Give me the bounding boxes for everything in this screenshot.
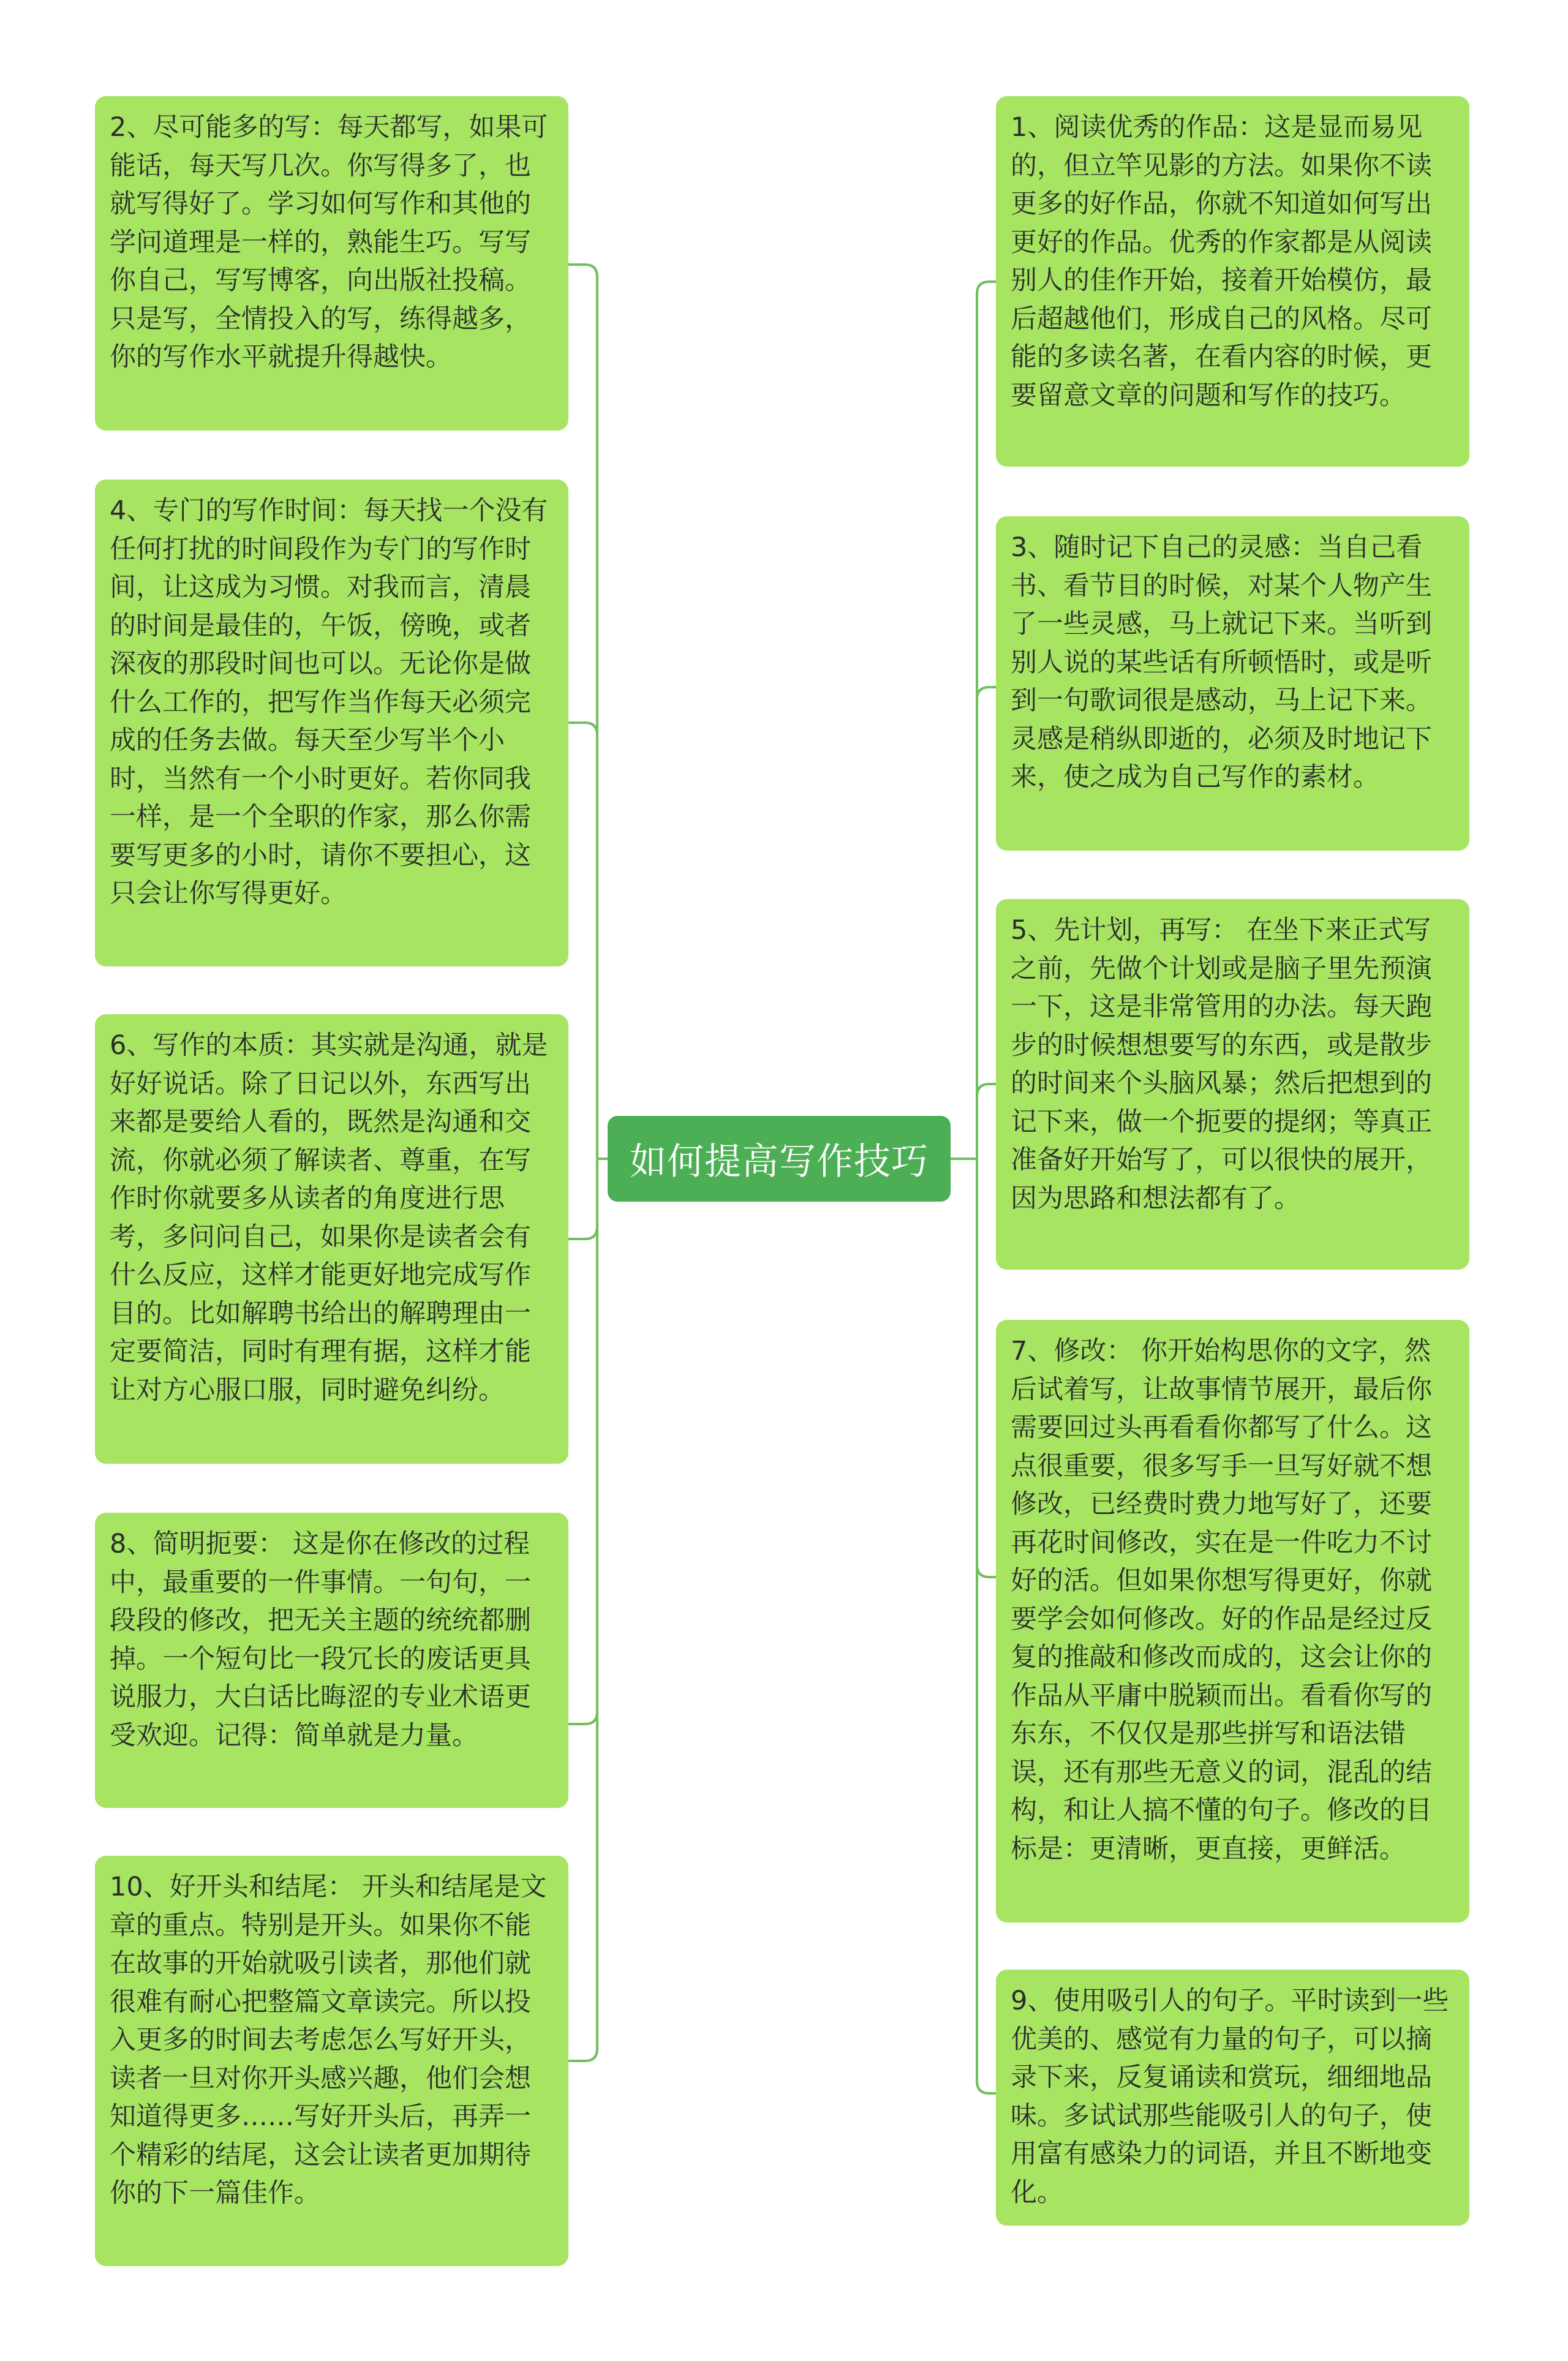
topic-text: 2、尽可能多的写：每天都写，如果可能话，每天写几次。你写得多了，也就写得好了。学习如何写作和其他的学问道理是一样的，熟能生巧。写写你自己，写写博客，向出版社投稿。只是写，全情投入的写，练得越多，你的写作水平就提升得越快。 bbox=[110, 112, 548, 372]
topic-text: 7、修改： 你开始构思你的文字，然后试着写，让故事情节展开，最后你需要回过头再看看你都写了什么。这点很重要，很多写手一旦写好就不想修改，已经费时费力地写好了，还要再花时间修改，实在是一件吃力不讨好的活。但如果你想写得更好，你就要学会如何修改。好的作品是经过反复的推敲和修改而成的，这会让你的作品从平庸中脱颖而出。看看你写的东东，不仅仅是那些拼写和语法错误，还有那些无意义的词，混乱的结构，和让人搞不懂的句子。修改的目标是：更清晰，更直接，更鲜活。 bbox=[1011, 1336, 1432, 1864]
central-topic-title: 如何提高写作技巧 bbox=[630, 1140, 929, 1183]
topic-node-10[interactable] bbox=[95, 1856, 568, 2266]
connector-right-9 bbox=[977, 1159, 996, 2093]
topic-node-7[interactable] bbox=[996, 1320, 1469, 1922]
topic-node-3[interactable] bbox=[996, 516, 1469, 851]
topic-text: 6、写作的本质：其实就是沟通，就是好好说话。除了日记以外，东西写出来都是要给人看的，既然是沟通和交流，你就必须了解读者、尊重，在写作时你就要多从读者的角度进行思考，多问问自己，如果你是读者会有什么反应，这样才能更好地完成写作目的。比如解聘书给出的解聘理由一定要简洁，同时有理有据，这样才能让对方心服口服，同时避免纠纷。 bbox=[110, 1030, 548, 1406]
connector-left-2 bbox=[568, 265, 597, 1159]
connector-right-1 bbox=[977, 282, 996, 1159]
connector-left-4 bbox=[568, 723, 597, 1159]
connector-left-6 bbox=[568, 1159, 597, 1239]
topic-text: 5、先计划，再写： 在坐下来正式写之前，先做个计划或是脑子里先预演一下，这是非常管用的办法。每天跑步的时候想想要写的东西，或是散步的时间来个头脑风暴；然后把想到的记下来，做一个扼要的提纲；等真正准备好开始写了，可以很快的展开，因为思路和想法都有了。 bbox=[1011, 915, 1432, 1214]
topic-text: 3、随时记下自己的灵感：当自己看书、看节目的时候，对某个人物产生了一些灵感，马上就记下来。当听到别人说的某些话有所顿悟时，或是听到一句歌词很是感动，马上记下来。灵感是稍纵即逝的，必须及时地记下来，使之成为自己写作的素材。 bbox=[1011, 532, 1432, 793]
topic-text: 8、简明扼要： 这是你在修改的过程中，最重要的一件事情。一句句，一段段的修改，把无关主题的统统都删掉。一个短句比一段冗长的废话更具说服力，大白话比晦涩的专业术语更受欢迎。记得：简单就是力量。 bbox=[110, 1529, 531, 1751]
connector-left-8 bbox=[568, 1159, 597, 1724]
topic-text: 4、专门的写作时间：每天找一个没有任何打扰的时间段作为专门的写作时间，让这成为习惯。对我而言，清晨的时间是最佳的，午饭，傍晚，或者深夜的那段时间也可以。无论你是做什么工作的，把写作当作每天必须完成的任务去做。每天至少写半个小时，当然有一个小时更好。若你同我一样，是一个全职的作家，那么你需要写更多的小时，请你不要担心，这只会让你写得更好。 bbox=[110, 495, 548, 909]
topic-node-6[interactable] bbox=[95, 1014, 568, 1464]
connector-left-10 bbox=[568, 1159, 597, 2061]
topic-node-5[interactable] bbox=[996, 899, 1469, 1270]
topic-text: 10、好开头和结尾： 开头和结尾是文章的重点。特别是开头。如果你不能在故事的开始就吸引读者，那他们就很难有耐心把整篇文章读完。所以投入更多的时间去考虑怎么写好开头，读者一旦对你开头感兴趣，他们会想知道得更多……写好开头后，再弄一个精彩的结尾，这会让读者更加期待你的下一篇佳作。 bbox=[110, 1872, 547, 2208]
topic-node-1[interactable] bbox=[996, 96, 1469, 467]
topic-node-9[interactable] bbox=[996, 1970, 1469, 2226]
connector-right-7 bbox=[977, 1159, 996, 1577]
topic-text: 1、阅读优秀的作品：这是显而易见的，但立竿见影的方法。如果你不读更多的好作品，你就不知道如何写出更好的作品。优秀的作家都是从阅读别人的佳作开始，接着开始模仿，最后超越他们，形成自己的风格。尽可能的多读名著，在看内容的时候，更要留意文章的问题和写作的技巧。 bbox=[1011, 112, 1432, 411]
topic-node-4[interactable] bbox=[95, 480, 568, 966]
topic-node-2[interactable] bbox=[95, 96, 568, 431]
central-topic[interactable] bbox=[608, 1116, 951, 1202]
topic-node-8[interactable] bbox=[95, 1513, 568, 1808]
connector-right-5 bbox=[977, 1084, 996, 1159]
topic-text: 9、使用吸引人的句子。平时读到一些优美的、感觉有力量的句子，可以摘录下来，反复诵读和赏玩，细细地品味。多试试那些能吸引人的句子，使用富有感染力的词语，并且不断地变化。 bbox=[1011, 1986, 1449, 2208]
